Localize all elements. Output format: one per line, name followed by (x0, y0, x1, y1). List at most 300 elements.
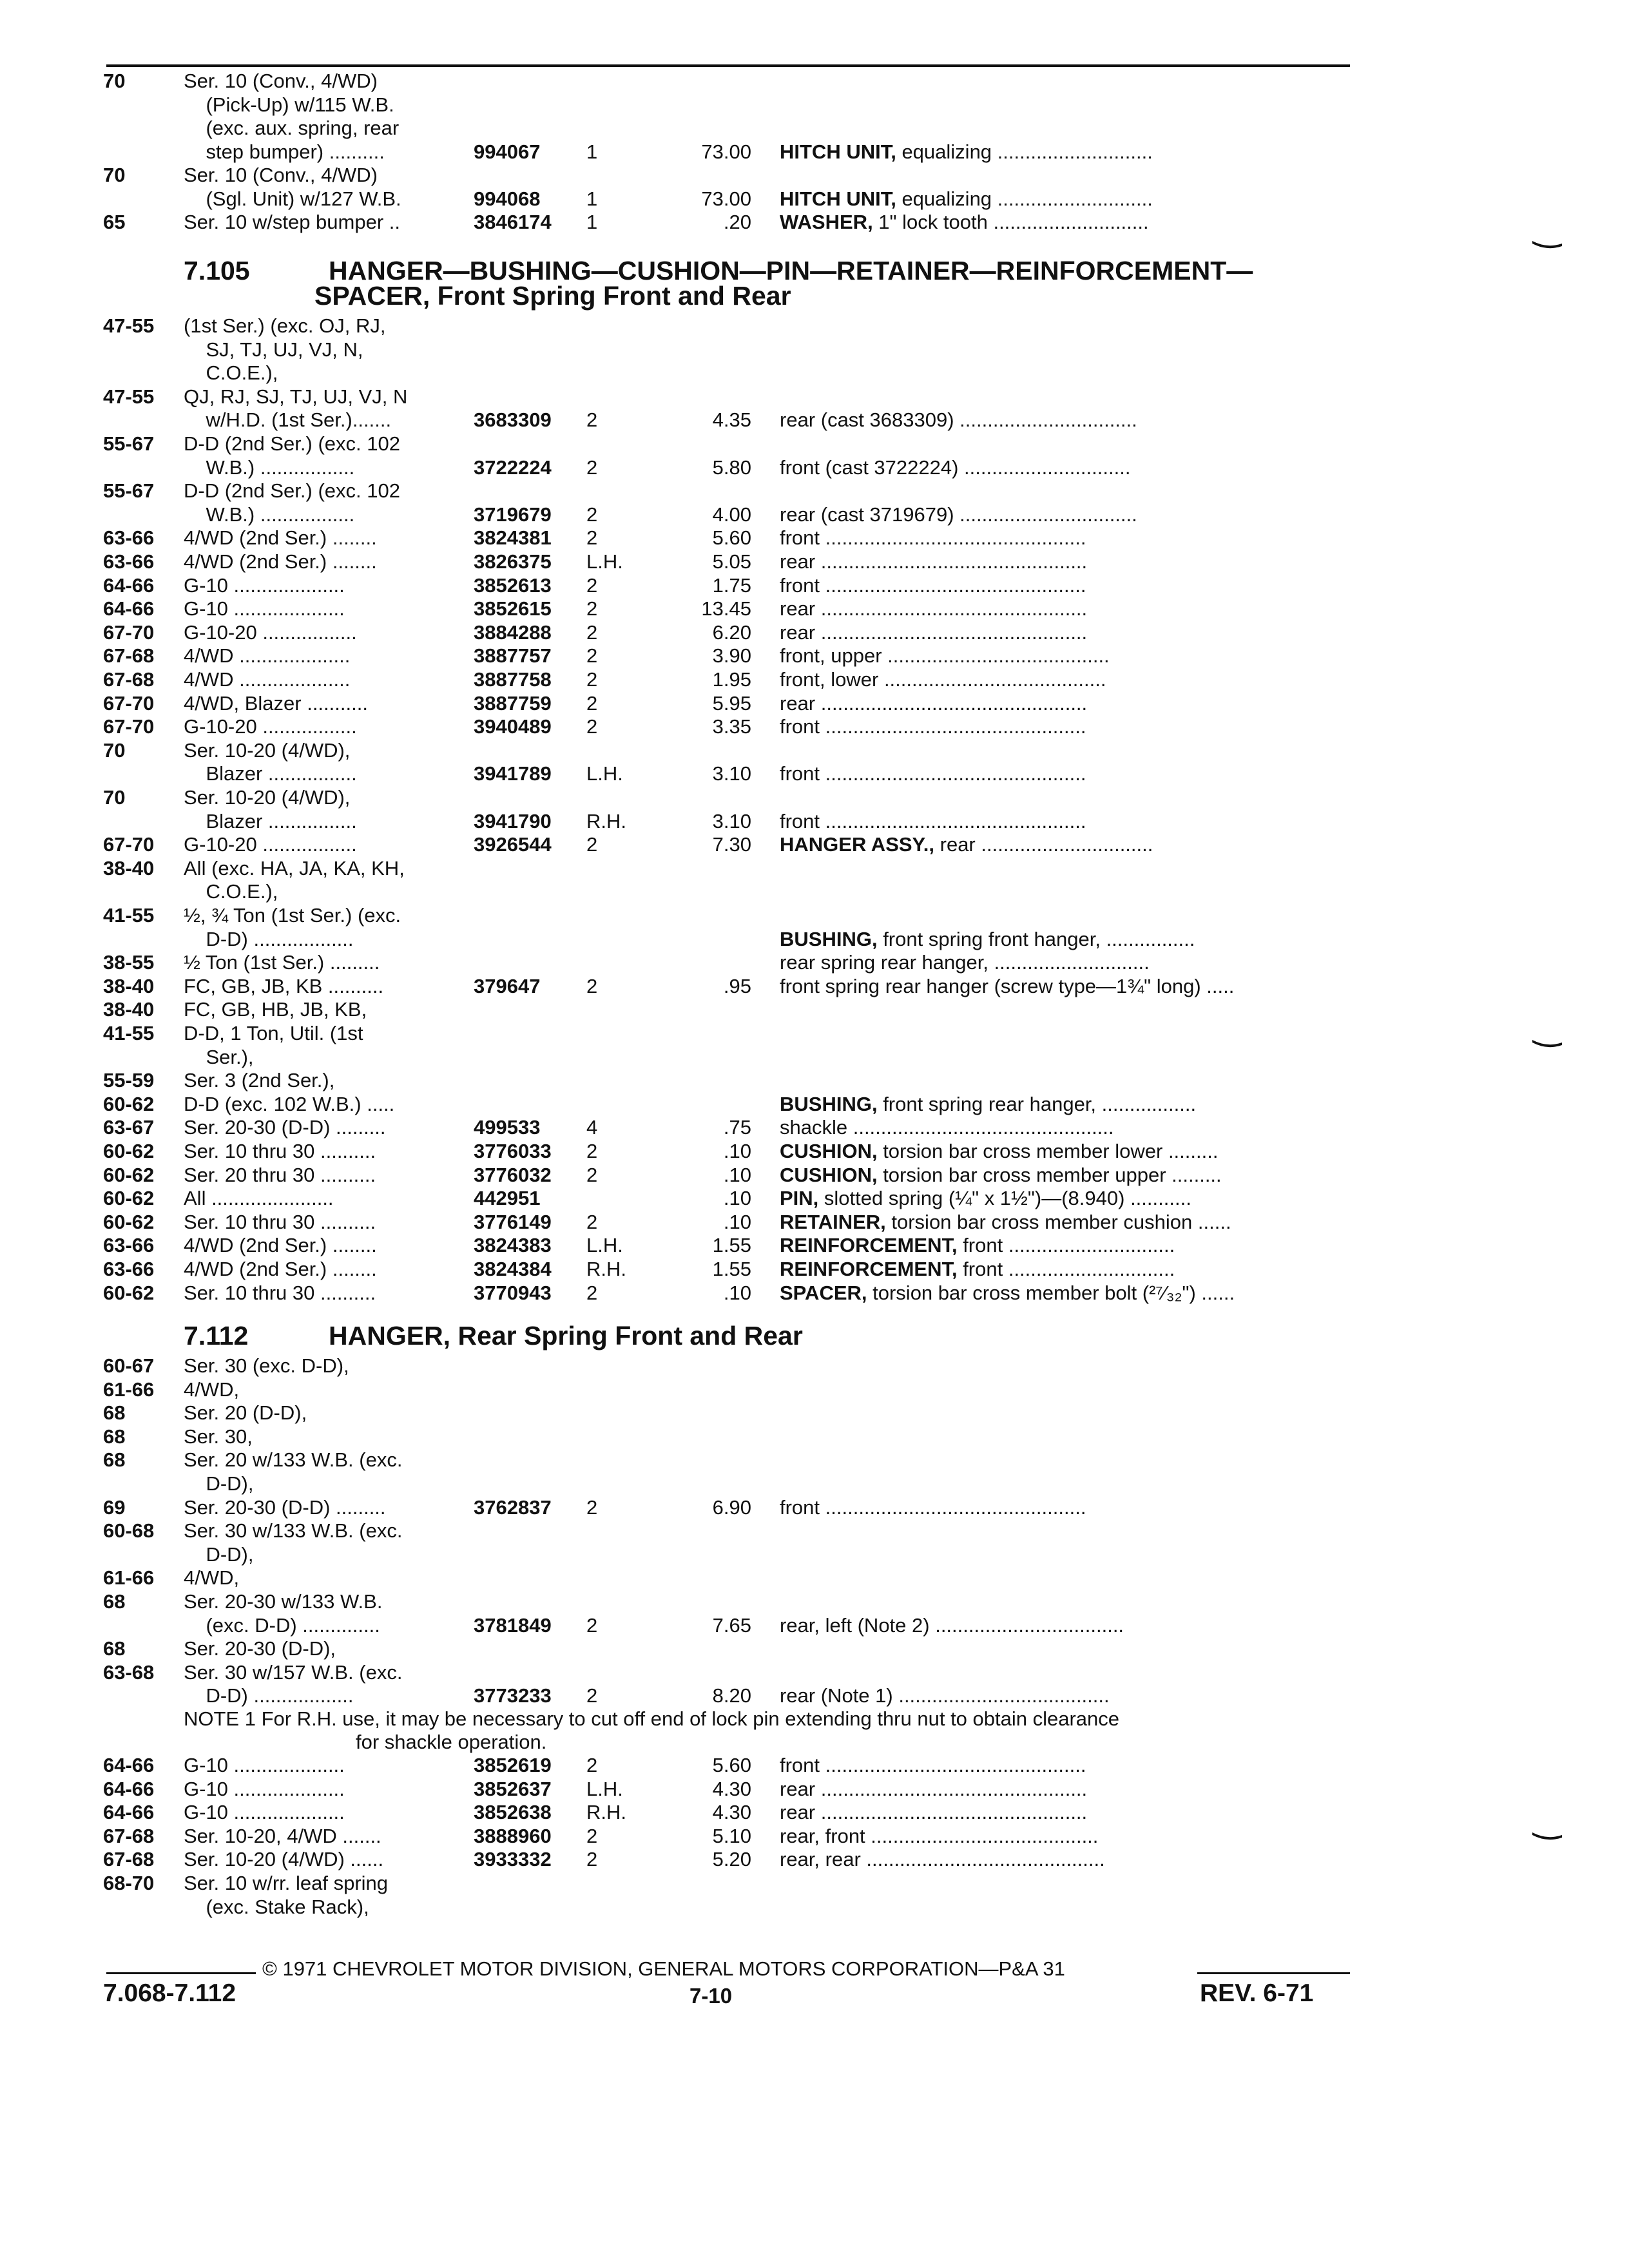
model-years: 47-55 (103, 314, 155, 337)
description (780, 1778, 1087, 1801)
parts-row (0, 739, 1629, 762)
model-years: 68-70 (103, 1872, 155, 1894)
application: Ser. 10-20, 4/WD ....... (184, 1824, 381, 1847)
application: Ser. 10 thru 30 .......... (184, 1210, 376, 1233)
part-number: 994068 (474, 187, 541, 210)
model-years: 68 (103, 1637, 126, 1660)
application: D-D), (184, 1542, 254, 1566)
part-number: 3776033 (474, 1140, 552, 1162)
description (780, 668, 1106, 691)
quantity: 2 (586, 1754, 598, 1776)
application: (Sgl. Unit) w/127 W.B. (184, 187, 401, 210)
application: ½ Ton (1st Ser.) ......... (184, 951, 380, 974)
application: G-10-20 ................. (184, 620, 357, 644)
list-price: 4.00 (712, 503, 751, 526)
description (780, 140, 1153, 164)
model-years: 41-55 (103, 1022, 155, 1044)
description-text: rear ................................................ (780, 597, 1088, 620)
description-heading: HITCH UNIT, (780, 187, 896, 210)
model-years: 67-68 (103, 1824, 155, 1847)
top-rule (106, 64, 1350, 67)
list-price: 5.95 (712, 691, 751, 715)
binding-mark (1531, 1830, 1563, 1841)
description-text: front .............................. (957, 1258, 1175, 1280)
parts-row (0, 140, 1629, 164)
quantity: 2 (586, 408, 598, 432)
parts-row (0, 1140, 1629, 1163)
model-years: 67-68 (103, 644, 155, 668)
footer-section-range: 7.068-7.112 (103, 1979, 236, 2007)
description (780, 1234, 1175, 1257)
application: D-D (2nd Ser.) (exc. 102 (184, 432, 400, 455)
list-price: 6.90 (712, 1495, 751, 1519)
description-heading: SPACER, (780, 1281, 867, 1304)
parts-row (0, 1211, 1629, 1234)
parts-row (0, 361, 1629, 385)
description-heading: BUSHING, (780, 927, 878, 950)
parts-row (0, 857, 1629, 880)
application: Ser. 10-20 (4/WD) ...... (184, 1848, 384, 1871)
application: G-10 .................... (184, 1777, 345, 1800)
description-text: rear (Note 1) ...................................... (780, 1684, 1110, 1707)
description (780, 1164, 1222, 1187)
list-price: 1.55 (712, 1258, 751, 1280)
quantity: 2 (586, 456, 598, 479)
description (780, 975, 1234, 998)
part-number: 3824383 (474, 1234, 552, 1257)
parts-row (0, 786, 1629, 809)
part-number: 3776032 (474, 1163, 552, 1186)
part-number: 3762837 (474, 1495, 552, 1519)
application: D-D (exc. 102 W.B.) ..... (184, 1092, 395, 1115)
model-years: 65 (103, 211, 126, 233)
quantity: 2 (586, 503, 598, 526)
quantity: 2 (586, 597, 598, 620)
description (780, 762, 1086, 785)
parts-row (0, 1684, 1629, 1707)
model-years: 60-67 (103, 1354, 155, 1377)
description-heading: RETAINER, (780, 1210, 886, 1233)
application: 4/WD (2nd Ser.) ........ (184, 1258, 377, 1280)
description-text: front (cast 3722224) .............................. (780, 456, 1131, 479)
description (780, 1116, 1114, 1139)
list-price: 4.30 (712, 1777, 751, 1800)
application: Ser. 10 thru 30 .......... (184, 1140, 376, 1162)
application: 4/WD (2nd Ser.) ........ (184, 1234, 377, 1257)
part-number: 3781849 (474, 1613, 552, 1637)
parts-row (0, 1801, 1629, 1824)
parts-row (0, 211, 1629, 234)
parts-row (0, 550, 1629, 573)
parts-row (0, 1848, 1629, 1871)
quantity: L.H. (586, 550, 623, 573)
application: Ser. 10 w/step bumper .. (184, 211, 401, 233)
description-heading: REINFORCEMENT, (780, 1234, 958, 1257)
description-heading: PIN, (780, 1187, 819, 1210)
model-years: 63-66 (103, 1234, 155, 1257)
part-number: 3852637 (474, 1777, 552, 1800)
application: w/H.D. (1st Ser.)....... (184, 408, 392, 432)
description (780, 187, 1153, 211)
part-number: 994067 (474, 140, 541, 163)
application: Ser. 30 w/157 W.B. (exc. (184, 1660, 403, 1684)
description-text: front ............................................... (780, 526, 1086, 550)
model-years: 60-62 (103, 1210, 155, 1233)
parts-row (0, 1116, 1629, 1139)
part-number: 3887758 (474, 668, 552, 691)
section-7-105-number: 7.105 (184, 256, 250, 285)
model-years: 61-66 (103, 1566, 155, 1590)
model-years: 70 (103, 786, 126, 809)
description-text: 1" lock tooth ............................ (872, 211, 1149, 233)
model-years: 60-62 (103, 1092, 155, 1115)
section-7-105-title-line2: SPACER, Front Spring Front and Rear (314, 281, 791, 311)
part-number: 3826375 (474, 550, 552, 573)
parts-row (0, 385, 1629, 408)
description-text: rear ................................................ (780, 550, 1088, 573)
list-price: .10 (723, 1187, 751, 1210)
quantity: 2 (586, 1613, 598, 1637)
description (780, 1614, 1124, 1637)
application: Ser. 20 thru 30 .......... (184, 1163, 376, 1186)
application: Ser. 10 (Conv., 4/WD) (184, 164, 378, 186)
quantity: 2 (586, 1684, 598, 1707)
application: Ser. 20 (D-D), (184, 1401, 307, 1425)
part-number: 3887757 (474, 644, 552, 668)
note-1-line2: for shackle operation. (356, 1731, 547, 1753)
quantity: R.H. (586, 1258, 626, 1280)
description (780, 1258, 1175, 1281)
part-number: 3824384 (474, 1258, 552, 1280)
application: W.B.) ................. (184, 503, 355, 526)
parts-row (0, 1069, 1629, 1092)
parts-row (0, 117, 1629, 140)
application: (1st Ser.) (exc. OJ, RJ, (184, 314, 386, 337)
parts-row (0, 951, 1629, 974)
list-price: 13.45 (701, 597, 751, 620)
part-number: 3683309 (474, 408, 552, 432)
parts-row (0, 762, 1629, 785)
list-price: 4.30 (712, 1801, 751, 1824)
model-years: 70 (103, 164, 126, 186)
description (780, 1848, 1105, 1871)
quantity: 2 (586, 1140, 598, 1162)
model-years: 68 (103, 1448, 126, 1472)
quantity: R.H. (586, 809, 626, 832)
model-years: 60-62 (103, 1163, 155, 1186)
quantity: 2 (586, 715, 598, 738)
list-price: 7.65 (712, 1613, 751, 1637)
list-price: 5.10 (712, 1824, 751, 1847)
model-years: 63-66 (103, 1258, 155, 1280)
model-years: 67-70 (103, 620, 155, 644)
parts-row (0, 1354, 1629, 1378)
part-number: 3824381 (474, 526, 552, 550)
application: All ...................... (184, 1187, 334, 1210)
parts-row (0, 479, 1629, 503)
description-text: rear ................................................ (780, 1777, 1088, 1800)
application: Ser. 20-30 (D-D) ......... (184, 1116, 386, 1139)
model-years: 69 (103, 1495, 126, 1519)
list-price: .95 (723, 974, 751, 997)
application: Ser. 30, (184, 1425, 253, 1448)
parts-row (0, 432, 1629, 456)
parts-row (0, 93, 1629, 117)
quantity: 2 (586, 620, 598, 644)
application: Ser. 3 (2nd Ser.), (184, 1069, 335, 1092)
model-years: 64-66 (103, 573, 155, 597)
description (780, 1282, 1235, 1305)
application: Ser. 20 w/133 W.B. (exc. (184, 1448, 403, 1472)
footer-rule-left (106, 1972, 256, 1974)
model-years: 60-68 (103, 1519, 155, 1542)
application: (exc. Stake Rack), (184, 1895, 369, 1918)
description (780, 1825, 1098, 1848)
description-text: front ............................................... (780, 762, 1086, 785)
model-years: 38-40 (103, 974, 155, 997)
description-text: torsion bar cross member bolt (²⁷⁄₃₂") ...... (867, 1281, 1235, 1304)
list-price: 1.95 (712, 668, 751, 691)
quantity: 1 (586, 211, 598, 233)
list-price: 5.60 (712, 1754, 751, 1776)
model-years: 70 (103, 70, 126, 92)
application: 4/WD (2nd Ser.) ........ (184, 550, 377, 573)
model-years: 67-68 (103, 668, 155, 691)
part-number: 3846174 (474, 211, 552, 233)
application: Ser. 10-20 (4/WD), (184, 738, 351, 762)
parts-row (0, 1519, 1629, 1542)
part-number: 3722224 (474, 456, 552, 479)
description-text: slotted spring (¼" x 1½")—(8.940) ........... (818, 1187, 1191, 1210)
description-text: front ............................................... (780, 1754, 1086, 1776)
description-text: rear (cast 3683309) ................................ (780, 408, 1137, 432)
application: (Pick-Up) w/115 W.B. (184, 93, 394, 116)
application: Ser. 10 (Conv., 4/WD) (184, 70, 378, 92)
description-text: shackle ............................................... (780, 1116, 1114, 1139)
parts-row (0, 1825, 1629, 1848)
part-number: 499533 (474, 1116, 541, 1139)
application: Blazer ................ (184, 809, 357, 832)
parts-row (0, 1872, 1629, 1895)
description-text: front ............................................... (780, 573, 1086, 597)
parts-row (0, 928, 1629, 951)
parts-row (0, 810, 1629, 833)
application: C.O.E.), (184, 361, 278, 385)
section-7-112-number: 7.112 (184, 1321, 249, 1350)
description (780, 621, 1087, 644)
quantity: 2 (586, 644, 598, 668)
quantity: 2 (586, 526, 598, 550)
quantity: 2 (586, 1848, 598, 1871)
list-price: .75 (723, 1116, 751, 1139)
quantity: 1 (586, 140, 598, 163)
model-years: 68 (103, 1590, 126, 1613)
quantity: 2 (586, 573, 598, 597)
list-price: 73.00 (701, 187, 751, 210)
description (780, 574, 1086, 597)
parts-row (0, 644, 1629, 668)
description-text: front .............................. (957, 1234, 1175, 1257)
parts-row (0, 1022, 1629, 1045)
part-number: 3719679 (474, 503, 552, 526)
application: G-10-20 ................. (184, 715, 357, 738)
parts-row (0, 1543, 1629, 1566)
application: D-D (2nd Ser.) (exc. 102 (184, 479, 400, 503)
application: SJ, TJ, UJ, VJ, N, (184, 338, 363, 361)
description-text: torsion bar cross member cushion ...... (885, 1210, 1231, 1233)
description-heading: CUSHION, (780, 1140, 878, 1162)
parts-row (0, 1566, 1629, 1590)
part-number: 3852638 (474, 1801, 552, 1824)
model-years: 63-66 (103, 526, 155, 550)
application: Ser. 10 w/rr. leaf spring (184, 1872, 389, 1894)
description-text: torsion bar cross member upper ......... (877, 1163, 1222, 1186)
model-years: 70 (103, 738, 126, 762)
description-heading: BUSHING, (780, 1092, 878, 1115)
application: D-D, 1 Ton, Util. (1st (184, 1022, 363, 1044)
description-heading: HANGER ASSY., (780, 833, 935, 856)
parts-row (0, 1754, 1629, 1777)
model-years: 38-40 (103, 856, 155, 879)
model-years: 67-70 (103, 691, 155, 715)
application: Blazer ................ (184, 762, 357, 785)
application: 4/WD .................... (184, 668, 351, 691)
quantity: 2 (586, 974, 598, 997)
quantity: 2 (586, 1210, 598, 1233)
application: G-10 .................... (184, 597, 345, 620)
parts-row (0, 338, 1629, 361)
list-price: .10 (723, 1163, 751, 1186)
section-7-112-title: HANGER, Rear Spring Front and Rear (329, 1321, 803, 1350)
parts-row (0, 1614, 1629, 1637)
description-text: rear, rear ........................................... (780, 1848, 1105, 1871)
application: D-D) .................. (184, 927, 354, 950)
part-number: 3776149 (474, 1210, 552, 1233)
parts-row (0, 1472, 1629, 1495)
quantity: R.H. (586, 1801, 626, 1824)
model-years: 67-68 (103, 1848, 155, 1871)
quantity: 2 (586, 668, 598, 691)
list-price: 3.10 (712, 762, 751, 785)
binding-mark (1531, 1037, 1563, 1049)
part-number: 442951 (474, 1187, 541, 1210)
model-years: 68 (103, 1401, 126, 1425)
parts-row (0, 621, 1629, 644)
list-price: .10 (723, 1140, 751, 1162)
model-years: 64-66 (103, 1801, 155, 1824)
list-price: 6.20 (712, 620, 751, 644)
description-text: rear, front ......................................... (780, 1824, 1099, 1847)
parts-row (0, 1778, 1629, 1801)
footer-copyright: © 1971 CHEVROLET MOTOR DIVISION, GENERAL MOTORS CORPORATION—P&A 31 (262, 1957, 1065, 1980)
model-years: 60-62 (103, 1140, 155, 1162)
parts-row (0, 1093, 1629, 1116)
parts-row (0, 1282, 1629, 1305)
quantity: 2 (586, 833, 598, 856)
list-price: 5.20 (712, 1848, 751, 1871)
description (780, 456, 1130, 479)
model-years: 64-66 (103, 597, 155, 620)
description-text: front spring front hanger, ................ (877, 927, 1195, 950)
part-number: 3933332 (474, 1848, 552, 1871)
parts-row (0, 187, 1629, 211)
description (780, 597, 1087, 620)
list-price: 5.05 (712, 550, 751, 573)
description (780, 408, 1137, 432)
list-price: 3.90 (712, 644, 751, 668)
quantity: 2 (586, 1495, 598, 1519)
model-years: 63-68 (103, 1660, 155, 1684)
part-number: 3773233 (474, 1684, 552, 1707)
description-text: torsion bar cross member lower ......... (877, 1140, 1219, 1162)
application: Ser.), (184, 1045, 254, 1068)
model-years: 63-66 (103, 550, 155, 573)
list-price: 8.20 (712, 1684, 751, 1707)
quantity: 4 (586, 1116, 598, 1139)
description-text: front ............................................... (780, 1495, 1086, 1519)
list-price: 4.35 (712, 408, 751, 432)
model-years: 67-70 (103, 715, 155, 738)
parts-row (0, 1401, 1629, 1425)
description (780, 1093, 1196, 1116)
description (780, 1211, 1231, 1234)
parts-row (0, 456, 1629, 479)
part-number: 3852619 (474, 1754, 552, 1776)
application: FC, GB, HB, JB, KB, (184, 998, 367, 1021)
application: (exc. D-D) .............. (184, 1613, 380, 1637)
application: G-10-20 ................. (184, 833, 357, 856)
model-years: 55-67 (103, 479, 155, 503)
part-number: 3941790 (474, 809, 552, 832)
application: Ser. 10 thru 30 .......... (184, 1281, 376, 1304)
model-years: 64-66 (103, 1777, 155, 1800)
description-text: equalizing ............................ (896, 140, 1153, 163)
part-number: 3852613 (474, 573, 552, 597)
list-price: 5.80 (712, 456, 751, 479)
description-text: rear ................................................ (780, 620, 1088, 644)
model-years: 38-55 (103, 951, 155, 974)
application: Ser. 10-20 (4/WD), (184, 786, 351, 809)
note-1-line1: NOTE 1 For R.H. use, it may be necessary to cut off end of lock pin extending thru nut to obtain clearance (184, 1707, 1120, 1730)
description-text: rear ................................................ (780, 1801, 1088, 1824)
part-number: 3884288 (474, 620, 552, 644)
description-text: equalizing ............................ (896, 187, 1153, 210)
description (780, 1187, 1191, 1210)
binding-mark (1531, 238, 1563, 250)
parts-row (0, 668, 1629, 691)
part-number: 3940489 (474, 715, 552, 738)
parts-row (0, 503, 1629, 526)
application: 4/WD (2nd Ser.) ........ (184, 526, 377, 550)
description-text: rear ................................................ (780, 691, 1088, 715)
description-text: front spring rear hanger, ................. (877, 1092, 1197, 1115)
parts-row (0, 526, 1629, 550)
description (780, 928, 1195, 951)
model-years: 63-67 (103, 1116, 155, 1139)
description (780, 810, 1086, 833)
parts-row (0, 574, 1629, 597)
parts-row (0, 904, 1629, 927)
description-text: front ............................................... (780, 715, 1086, 738)
model-years: 61-66 (103, 1378, 155, 1401)
application: Ser. 20-30 (D-D) ......... (184, 1495, 386, 1519)
parts-row (0, 1896, 1629, 1919)
description-text: rear, left (Note 2) .................................. (780, 1613, 1124, 1637)
application: 4/WD .................... (184, 644, 351, 668)
list-price: 1.75 (712, 573, 751, 597)
quantity: L.H. (586, 1777, 623, 1800)
description (780, 1754, 1086, 1777)
